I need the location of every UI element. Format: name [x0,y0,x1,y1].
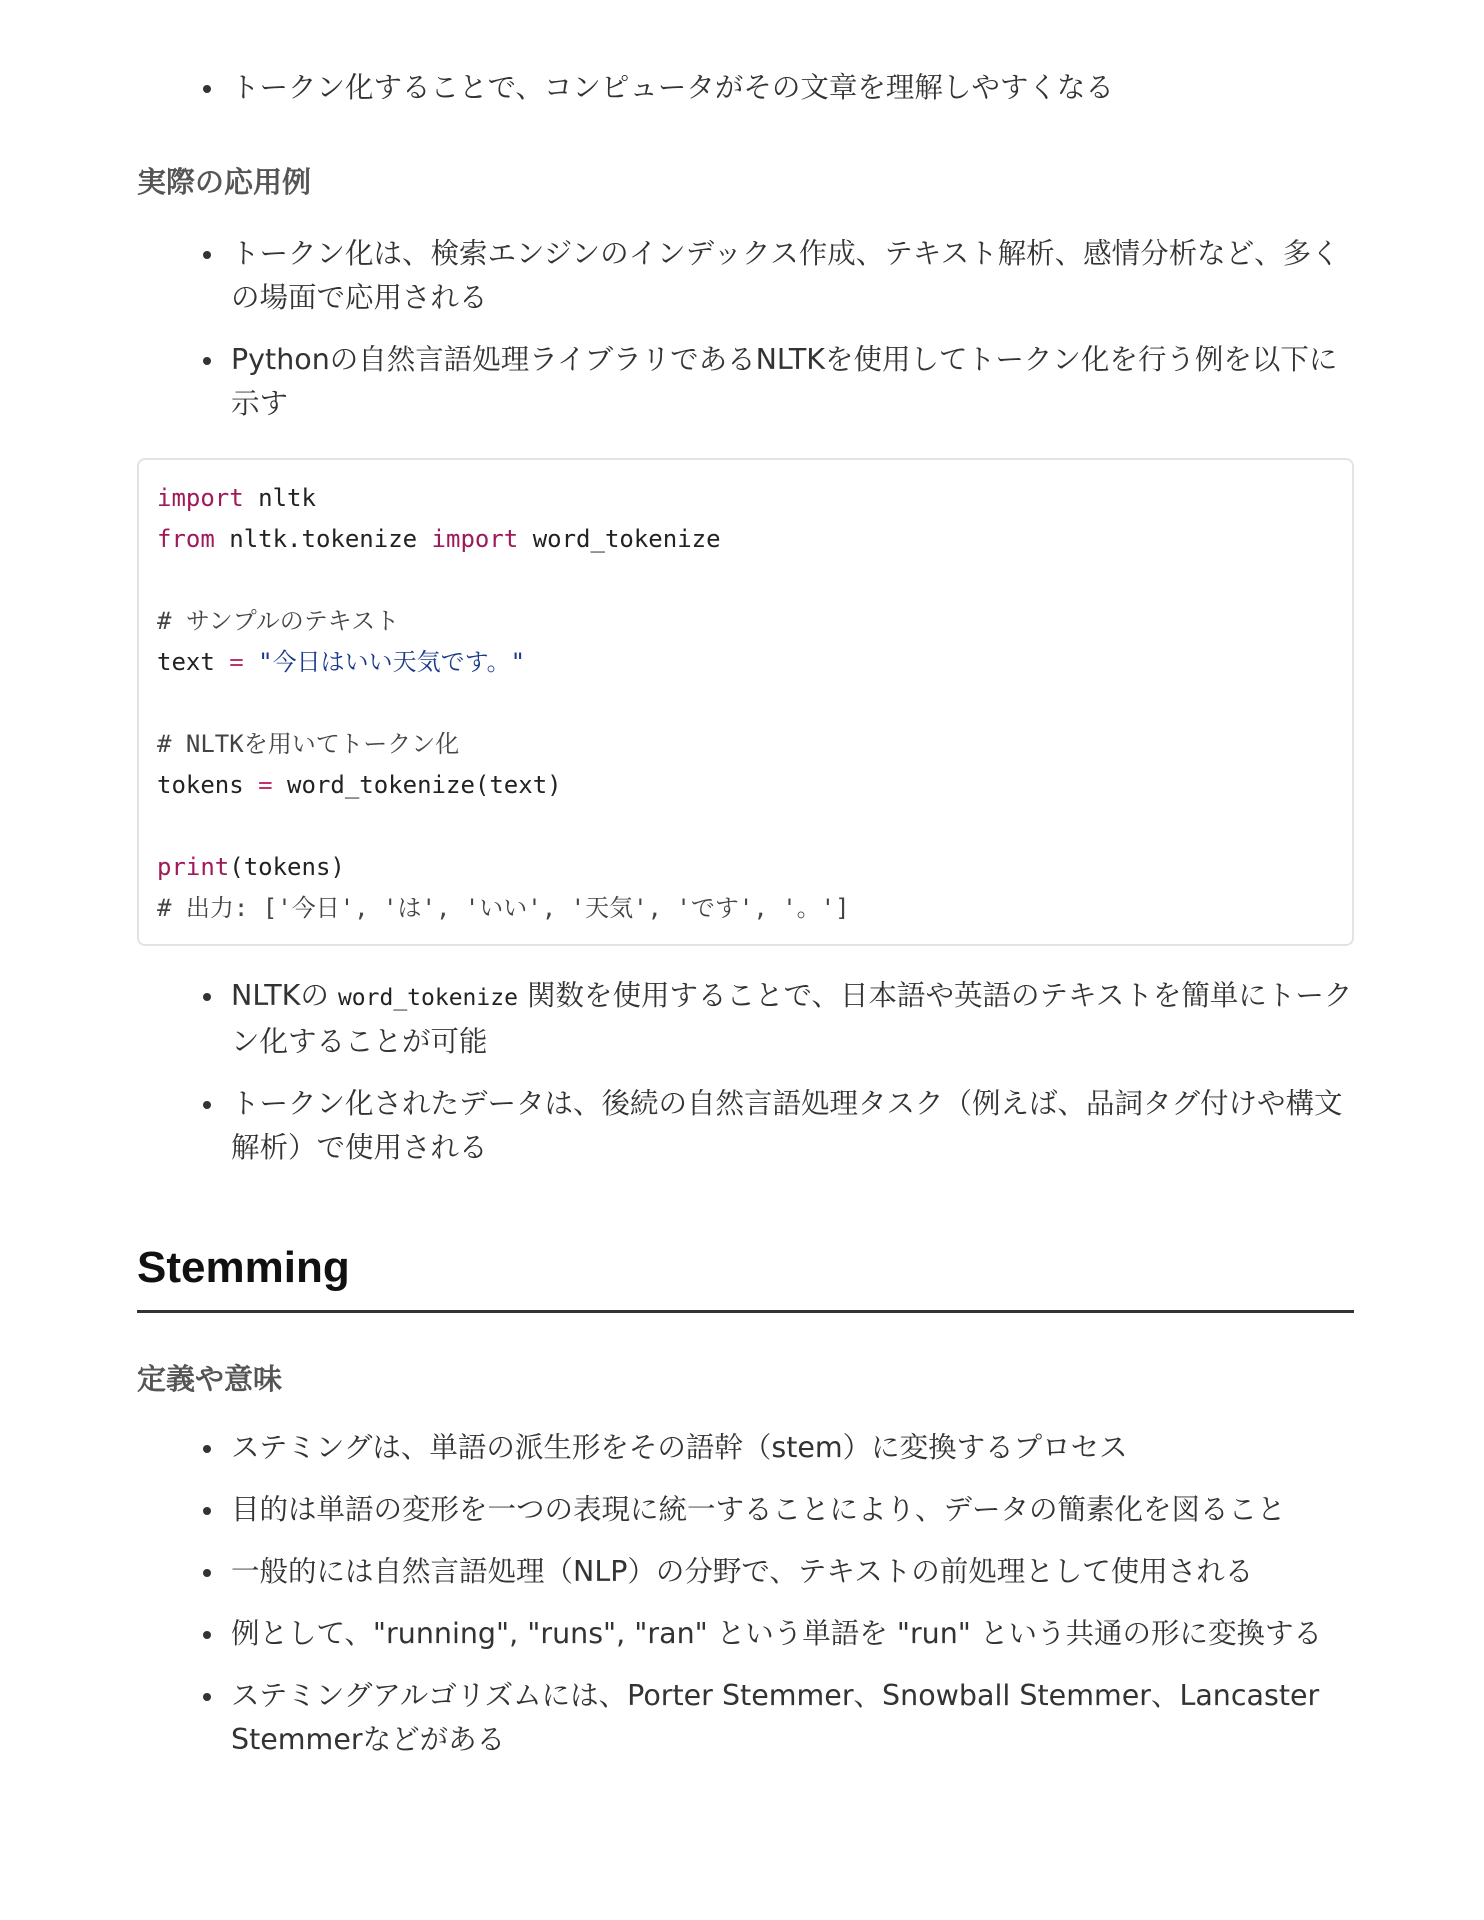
code-line [157,888,1334,929]
code-function: print [157,853,230,881]
code-line-blank [157,806,1334,847]
code-line [157,519,1334,560]
code-text: text [157,648,230,676]
list-item: トークン化は、検索エンジンのインデックス作成、テキスト解析、感情分析など、多くの場面で応用される [231,232,1354,320]
list-item: トークン化することで、コンピュータがその文章を理解しやすくなる [231,66,1354,110]
code-operator: = [258,771,273,799]
code-string: "今日はいい天気です。" [243,648,526,676]
code-text: tokens [157,771,259,799]
code-line-blank [157,683,1334,724]
code-line-blank [157,560,1334,601]
top-bullet-list [137,66,1354,128]
applications-bullet-list [137,232,1354,444]
code-line [157,765,1334,806]
code-comment: # NLTKを用いてトークン化 [157,730,460,758]
code-text: (tokens) [229,853,345,881]
list-item-text: NLTKの [231,979,338,1012]
applications-heading: 実際の応用例 [137,165,312,199]
list-item: 一般的には自然言語処理（NLP）の分野で、テキストの前処理として使用される [231,1550,1354,1594]
code-line [157,724,1334,765]
list-item-text: 関数を使用することで、日本語や英語のテキストを簡単にトークン化することが可能 [231,979,1353,1058]
list-item: 目的は単語の変形を一つの表現に統一することにより、データの簡素化を図ること [231,1488,1354,1532]
code-comment: # サンプルのテキスト [157,607,400,635]
list-item: Pythonの自然言語処理ライブラリであるNLTKを使用してトークン化を行う例を以下に示す [231,338,1354,426]
code-text: word_tokenize(text) [272,771,562,799]
code-text: nltk.tokenize [214,525,432,553]
inline-code: word_tokenize [337,985,518,1011]
list-item: トークン化されたデータは、後続の自然言語処理タスク（例えば、品詞タグ付けや構文解析）で使用される [231,1082,1354,1170]
code-keyword: import [157,484,244,512]
list-item [231,974,1354,1064]
code-text: nltk [243,484,316,512]
stemming-bullet-list [137,1426,1354,1780]
code-text: word_tokenize [518,525,721,553]
code-line [157,847,1334,888]
stemming-subheading: 定義や意味 [137,1362,283,1396]
code-line [157,478,1334,519]
after-code-bullet-list [137,974,1354,1188]
code-keyword: from [157,525,215,553]
code-comment: # 出力: ['今日', 'は', 'いい', '天気', 'です', '。'] [157,894,850,922]
code-operator: = [229,648,244,676]
list-item: 例として、"running", "runs", "ran" という単語を "run" という共通の形に変換する [231,1612,1354,1656]
list-item: ステミングは、単語の派生形をその語幹（stem）に変換するプロセス [231,1426,1354,1470]
code-block [137,458,1354,946]
code-line [157,642,1334,683]
stemming-title: Stemming [137,1238,1354,1313]
code-keyword: import [431,525,519,553]
list-item: ステミングアルゴリズムには、Porter Stemmer、Snowball Stemmer、Lancaster Stemmerなどがある [231,1674,1354,1762]
code-line [157,601,1334,642]
